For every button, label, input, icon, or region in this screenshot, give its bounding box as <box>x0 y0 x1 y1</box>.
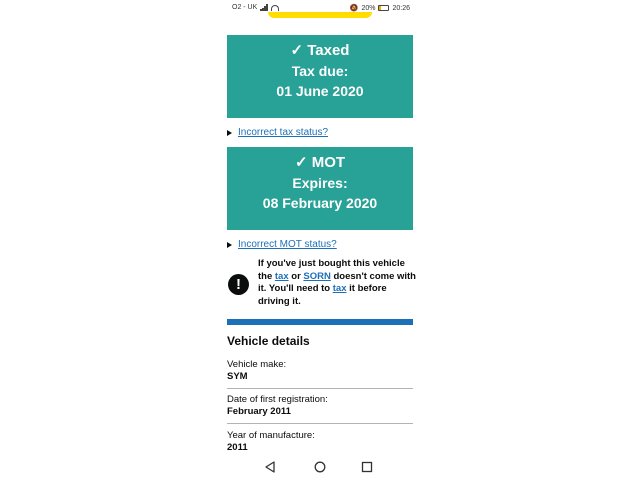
tax-status-title: ✓ Taxed <box>290 42 350 59</box>
disclosure-triangle-icon <box>227 242 232 248</box>
tax-status-panel <box>227 35 413 118</box>
year-of-manufacture-value: 2011 <box>227 442 248 453</box>
row-divider <box>227 388 413 389</box>
status-bar-right <box>350 4 410 12</box>
first-registration-label: Date of first registration: <box>227 394 328 405</box>
vehicle-details-heading: Vehicle details <box>227 334 310 348</box>
mot-expires-label: Expires: <box>292 175 348 191</box>
sorn-link[interactable]: SORN <box>303 270 331 282</box>
status-bar-left <box>232 4 279 11</box>
warning-text-part: or <box>288 270 304 282</box>
incorrect-mot-status-label[interactable]: Incorrect MOT status? <box>238 239 337 250</box>
wifi-icon <box>271 5 279 11</box>
warning-text-part: doesn't come with it. You'll need to <box>258 270 416 294</box>
mute-bell-icon: 🔕 <box>349 5 359 12</box>
tax-link[interactable]: tax <box>274 270 289 282</box>
incorrect-mot-status-link[interactable] <box>227 239 337 250</box>
row-divider <box>227 423 413 424</box>
warning-text-part: If you've just bought this vehicle the <box>258 258 405 282</box>
incorrect-tax-status-link[interactable] <box>227 127 328 138</box>
carrier-label: O2 - UK <box>232 4 258 11</box>
battery-percent: 20% <box>361 4 376 12</box>
recent-square-icon[interactable] <box>361 461 373 473</box>
clock: 20:26 <box>392 4 410 12</box>
android-navigation-bar <box>208 455 432 480</box>
mot-expires-date: 08 February 2020 <box>262 195 378 211</box>
tax-link-2[interactable]: tax <box>332 283 347 294</box>
section-divider-bar <box>227 319 413 325</box>
mot-status-panel <box>227 147 413 230</box>
incorrect-tax-status-label[interactable]: Incorrect tax status? <box>238 127 329 138</box>
back-triangle-icon[interactable] <box>264 461 276 473</box>
vehicle-make-label: Vehicle make: <box>227 359 287 370</box>
warning-text <box>258 258 418 308</box>
phone-screen <box>208 0 432 480</box>
tax-due-date: 01 June 2020 <box>276 83 364 99</box>
home-circle-icon[interactable] <box>314 461 326 473</box>
year-of-manufacture-row <box>227 430 413 454</box>
first-registration-row <box>227 394 413 424</box>
battery-icon <box>378 5 389 11</box>
top-yellow-button-edge[interactable] <box>268 12 372 18</box>
first-registration-value: February 2011 <box>227 406 291 417</box>
warning-text-part: it before driving it. <box>258 283 387 307</box>
year-of-manufacture-label: Year of manufacture: <box>227 430 315 441</box>
warning-exclamation-icon: ! <box>228 274 249 295</box>
vehicle-make-value: SYM <box>227 371 248 382</box>
mot-status-title: ✓ MOT <box>294 154 346 171</box>
signal-icon <box>260 4 268 11</box>
disclosure-triangle-icon <box>227 130 232 136</box>
tax-due-label: Tax due: <box>291 63 349 79</box>
vehicle-make-row <box>227 359 413 389</box>
